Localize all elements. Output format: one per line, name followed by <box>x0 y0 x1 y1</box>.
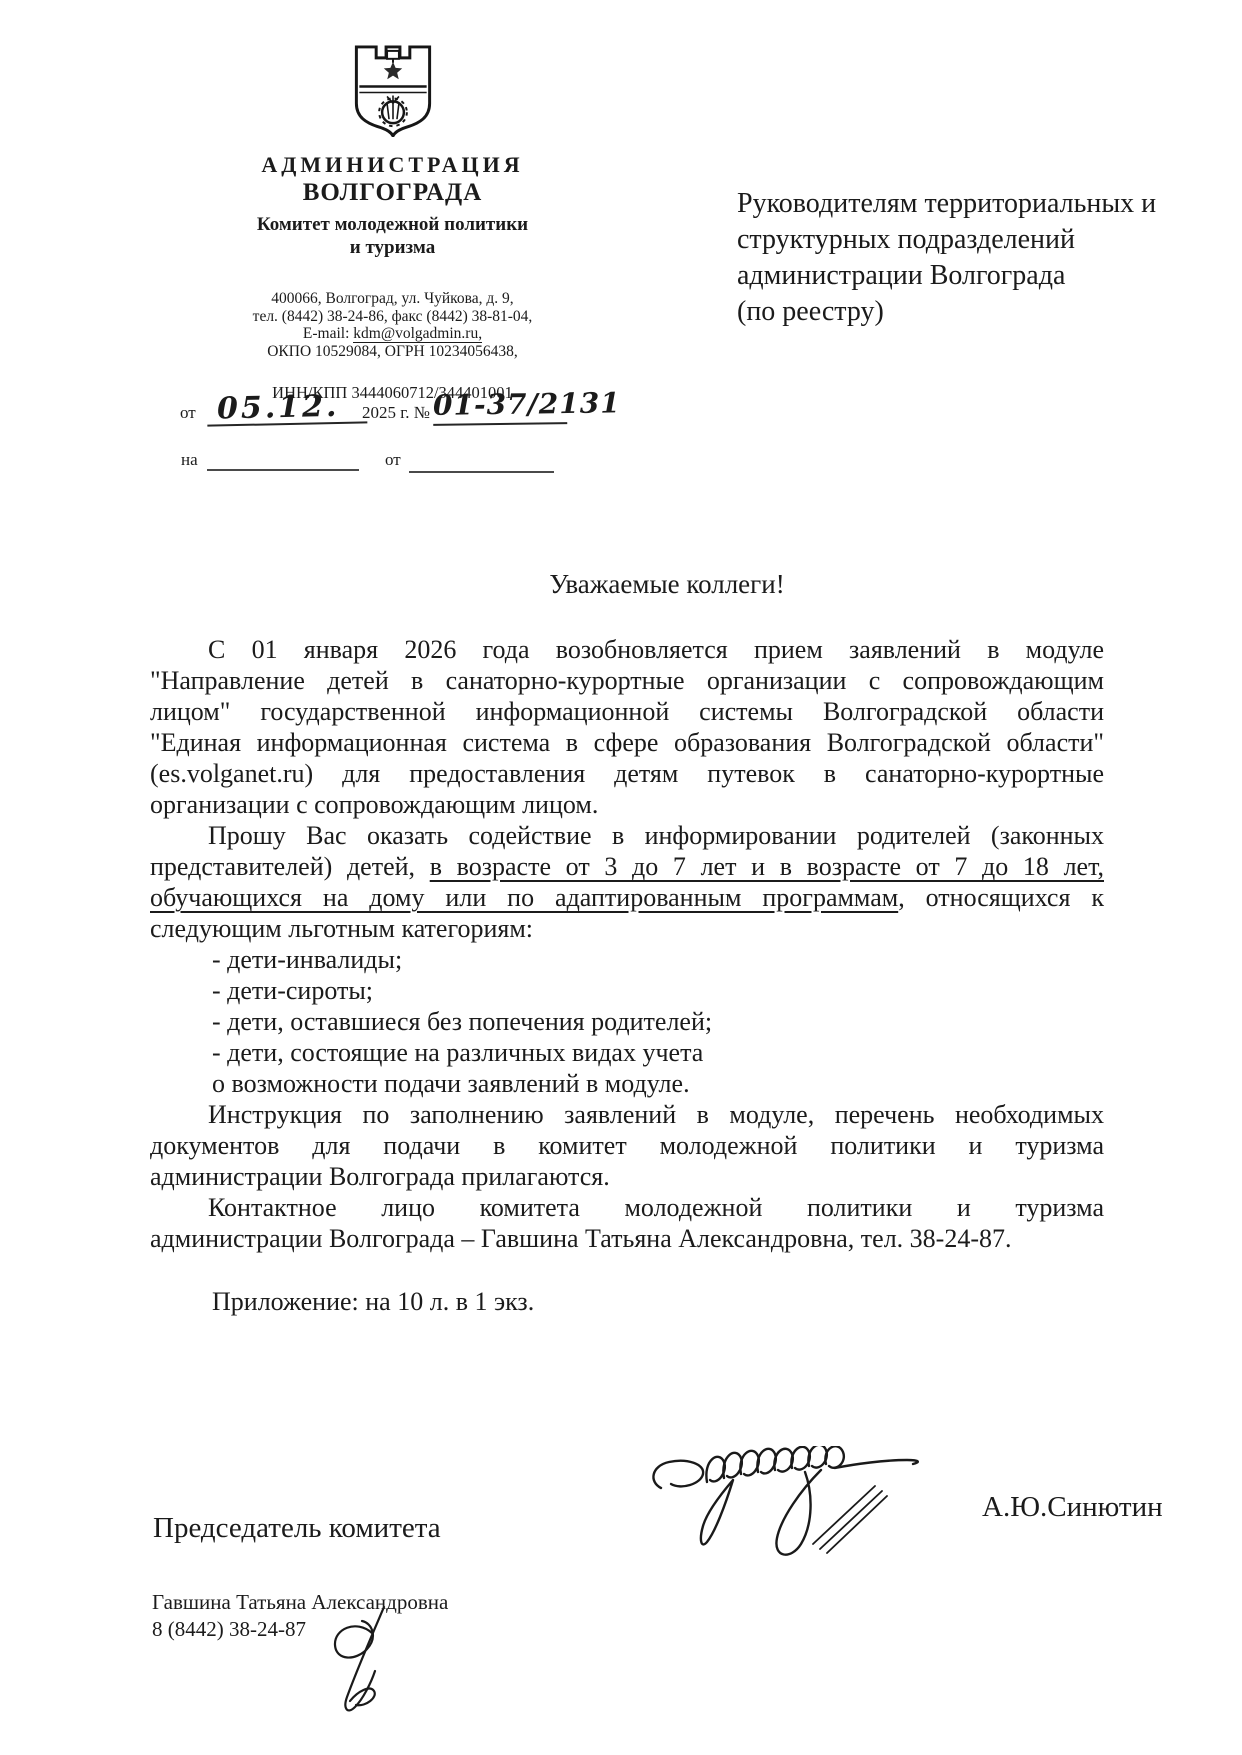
salutation: Уважаемые коллеги! <box>549 569 785 599</box>
handwritten-date: 05.12. <box>207 388 368 426</box>
list-item: - дети-инвалиды; <box>212 945 403 974</box>
paragraph4-line: Контактное лицо комитета молодежной политики и туризма <box>208 1193 1104 1222</box>
registry-line: ОКПО 10529084, ОГРН 10234056438, <box>267 342 518 360</box>
paragraph1-line: лицом" государственной информационной системы Волгоградской области <box>150 697 1104 726</box>
reply-number-blank <box>207 469 359 471</box>
recipient-line1: Руководителям территориальных и <box>737 188 1157 219</box>
attachment-note: Приложение: на 10 л. в 1 экз. <box>212 1287 535 1316</box>
paragraph3-line: администрации Волгограда прилагаются. <box>150 1162 610 1191</box>
org-name-line2: ВОЛГОГРАДА <box>302 179 483 206</box>
paragraph3-line: документов для подачи в комитет молодежной политики и туризма <box>150 1131 1104 1160</box>
reply-prefix-label: на <box>181 450 198 469</box>
address-block <box>155 290 630 360</box>
executor-initials-scribble-icon <box>320 1603 405 1723</box>
volgograd-coat-of-arms-icon <box>349 42 437 137</box>
email-line <box>155 325 630 343</box>
paragraph2-text: , относящихся к <box>898 883 1104 912</box>
paragraph2-text: представителей) детей, <box>150 852 430 881</box>
signer-name: А.Ю.Синютин <box>982 1491 1163 1523</box>
recipient-line4: (по реестру) <box>737 296 884 327</box>
signer-position-title: Председатель комитета <box>153 1512 441 1544</box>
paragraph2-line <box>150 851 1104 882</box>
handwritten-outgoing-number: 01-37/2131 <box>433 387 568 426</box>
list-note: о возможности подачи заявлений в модуле. <box>212 1069 690 1098</box>
reply-date-blank <box>409 471 554 473</box>
list-item: - дети, состоящие на различных видах учета <box>212 1038 704 1067</box>
paragraph1-line: "Направление детей в санаторно-курортные организации с сопровождающим <box>150 666 1104 695</box>
address-line2: тел. (8442) 38-24-86, факс (8442) 38-81-04, <box>252 307 533 325</box>
year-number-label: 2025 г. № <box>362 403 431 422</box>
recipient-line3: администрации Волгограда <box>737 260 1066 291</box>
date-prefix-label: от <box>180 403 196 422</box>
executor-phone: 8 (8442) 38-24-87 <box>152 1617 306 1641</box>
address-line1: 400066, Волгоград, ул. Чуйкова, д. 9, <box>271 290 514 307</box>
paragraph2-line: следующим льготным категориям: <box>150 914 534 943</box>
signature-icon <box>645 1446 945 1571</box>
paragraph2-line <box>150 882 1104 913</box>
department-line2: и туризма <box>349 237 436 258</box>
paragraph1-line: организации с сопровождающим лицом. <box>150 790 599 819</box>
list-item: - дети, оставшиеся без попечения родителей; <box>212 1007 713 1036</box>
list-item: - дети-сироты; <box>212 976 374 1005</box>
underlined-age-range: в возрасте от 3 до 7 лет и в возрасте от 7 до 18 лет, <box>429 852 1104 881</box>
paragraph1-line: С 01 января 2026 года возобновляется прием заявлений в модуле <box>208 635 1104 664</box>
paragraph2-line: Прошу Вас оказать содействие в информировании родителей (законных <box>208 821 1104 850</box>
org-name-line1: АДМИНИСТРАЦИЯ <box>261 152 524 177</box>
paragraph3-line: Инструкция по заполнению заявлений в модуле, перечень необходимых <box>208 1100 1104 1129</box>
paragraph4-line: администрации Волгограда – Гавшина Татьяна Александровна, тел. 38-24-87. <box>150 1224 1012 1253</box>
recipient-block <box>737 186 1157 330</box>
letter-body <box>150 634 1104 1317</box>
reply-infix-label: от <box>385 450 401 469</box>
paragraph1-line: "Единая информационная система в сфере образования Волгоградской области" <box>150 728 1104 757</box>
email-label: E-mail: <box>302 325 354 342</box>
inn-kpp-line: ИНН/КПП 3444060712/344401001 <box>272 383 513 402</box>
letterhead <box>155 30 630 403</box>
paragraph1-line: (es.volganet.ru) для предоставления детям путевок в санаторно-курортные <box>150 759 1104 788</box>
underlined-education-type: обучающихся на дому или по адаптированным программам <box>150 883 899 912</box>
recipient-line2: структурных подразделений <box>737 224 1075 255</box>
executor-name: Гавшина Татьяна Александровна <box>152 1590 449 1614</box>
department-line1: Комитет молодежной политики <box>256 214 529 235</box>
email-address: kdm@volgadmin.ru, <box>353 325 483 342</box>
